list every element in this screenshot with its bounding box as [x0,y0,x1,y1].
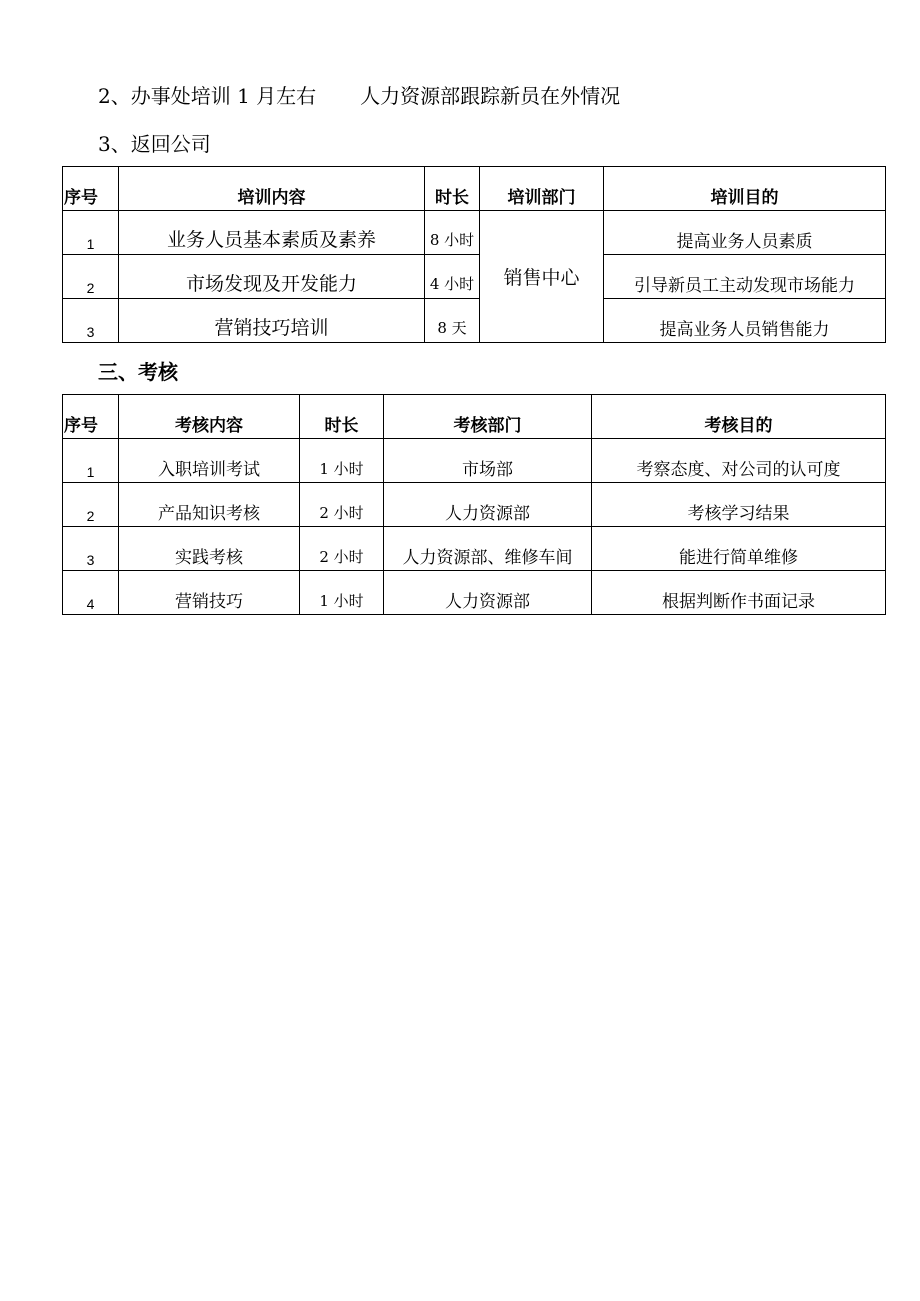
row-content: 市场发现及开发能力 [119,255,425,299]
paragraph-line-3: 3、返回公司 [98,132,211,156]
table-row [63,255,886,299]
line-2-schedule: 2、办事处培训 1 月左右 [98,84,317,108]
header-content: 培训内容 [119,167,425,211]
training-table [62,166,886,343]
header-dept: 培训部门 [480,167,604,211]
header-seq: 序号 [63,395,119,439]
row-goal: 引导新员工主动发现市场能力 [604,255,886,299]
header-duration: 时长 [300,395,384,439]
row-seq: 4 [63,571,119,615]
row-dept: 市场部 [384,439,592,483]
row-seq: 2 [63,483,119,527]
row-content: 产品知识考核 [119,483,300,527]
row-content: 业务人员基本素质及素养 [119,211,425,255]
header-seq: 序号 [63,167,119,211]
table-row [63,211,886,255]
row-seq: 1 [63,439,119,483]
row-duration: 1 小时 [300,439,384,483]
training-table-header [63,167,886,211]
row-duration: 4 小时 [425,255,480,299]
header-goal: 培训目的 [604,167,886,211]
row-duration: 8 天 [425,299,480,343]
row-goal: 提高业务人员销售能力 [604,299,886,343]
header-content: 考核内容 [119,395,300,439]
table-row [63,571,886,615]
row-duration: 2 小时 [300,483,384,527]
paragraph-line-2 [98,80,620,109]
row-content: 营销技巧 [119,571,300,615]
header-goal: 考核目的 [592,395,886,439]
row-goal: 考核学习结果 [592,483,886,527]
row-seq: 3 [63,299,119,343]
row-goal: 根据判断作书面记录 [592,571,886,615]
table-row [63,483,886,527]
row-dept: 人力资源部 [384,483,592,527]
row-content: 营销技巧培训 [119,299,425,343]
row-seq: 2 [63,255,119,299]
row-dept-merged: 销售中心 [480,211,604,343]
header-duration: 时长 [425,167,480,211]
table-row [63,299,886,343]
row-seq: 3 [63,527,119,571]
line-2-tracking: 人力资源部跟踪新员在外情况 [360,84,621,108]
assessment-table [62,394,886,615]
row-content: 实践考核 [119,527,300,571]
row-duration: 2 小时 [300,527,384,571]
table-row [63,527,886,571]
row-dept: 人力资源部 [384,571,592,615]
row-seq: 1 [63,211,119,255]
row-duration: 1 小时 [300,571,384,615]
row-goal: 提高业务人员素质 [604,211,886,255]
row-dept: 人力资源部、维修车间 [384,527,592,571]
row-content: 入职培训考试 [119,439,300,483]
header-dept: 考核部门 [384,395,592,439]
table-row [63,439,886,483]
row-duration: 8 小时 [425,211,480,255]
assessment-table-header [63,395,886,439]
section-title-assessment: 三、考核 [98,360,178,384]
row-goal: 能进行简单维修 [592,527,886,571]
row-goal: 考察态度、对公司的认可度 [592,439,886,483]
